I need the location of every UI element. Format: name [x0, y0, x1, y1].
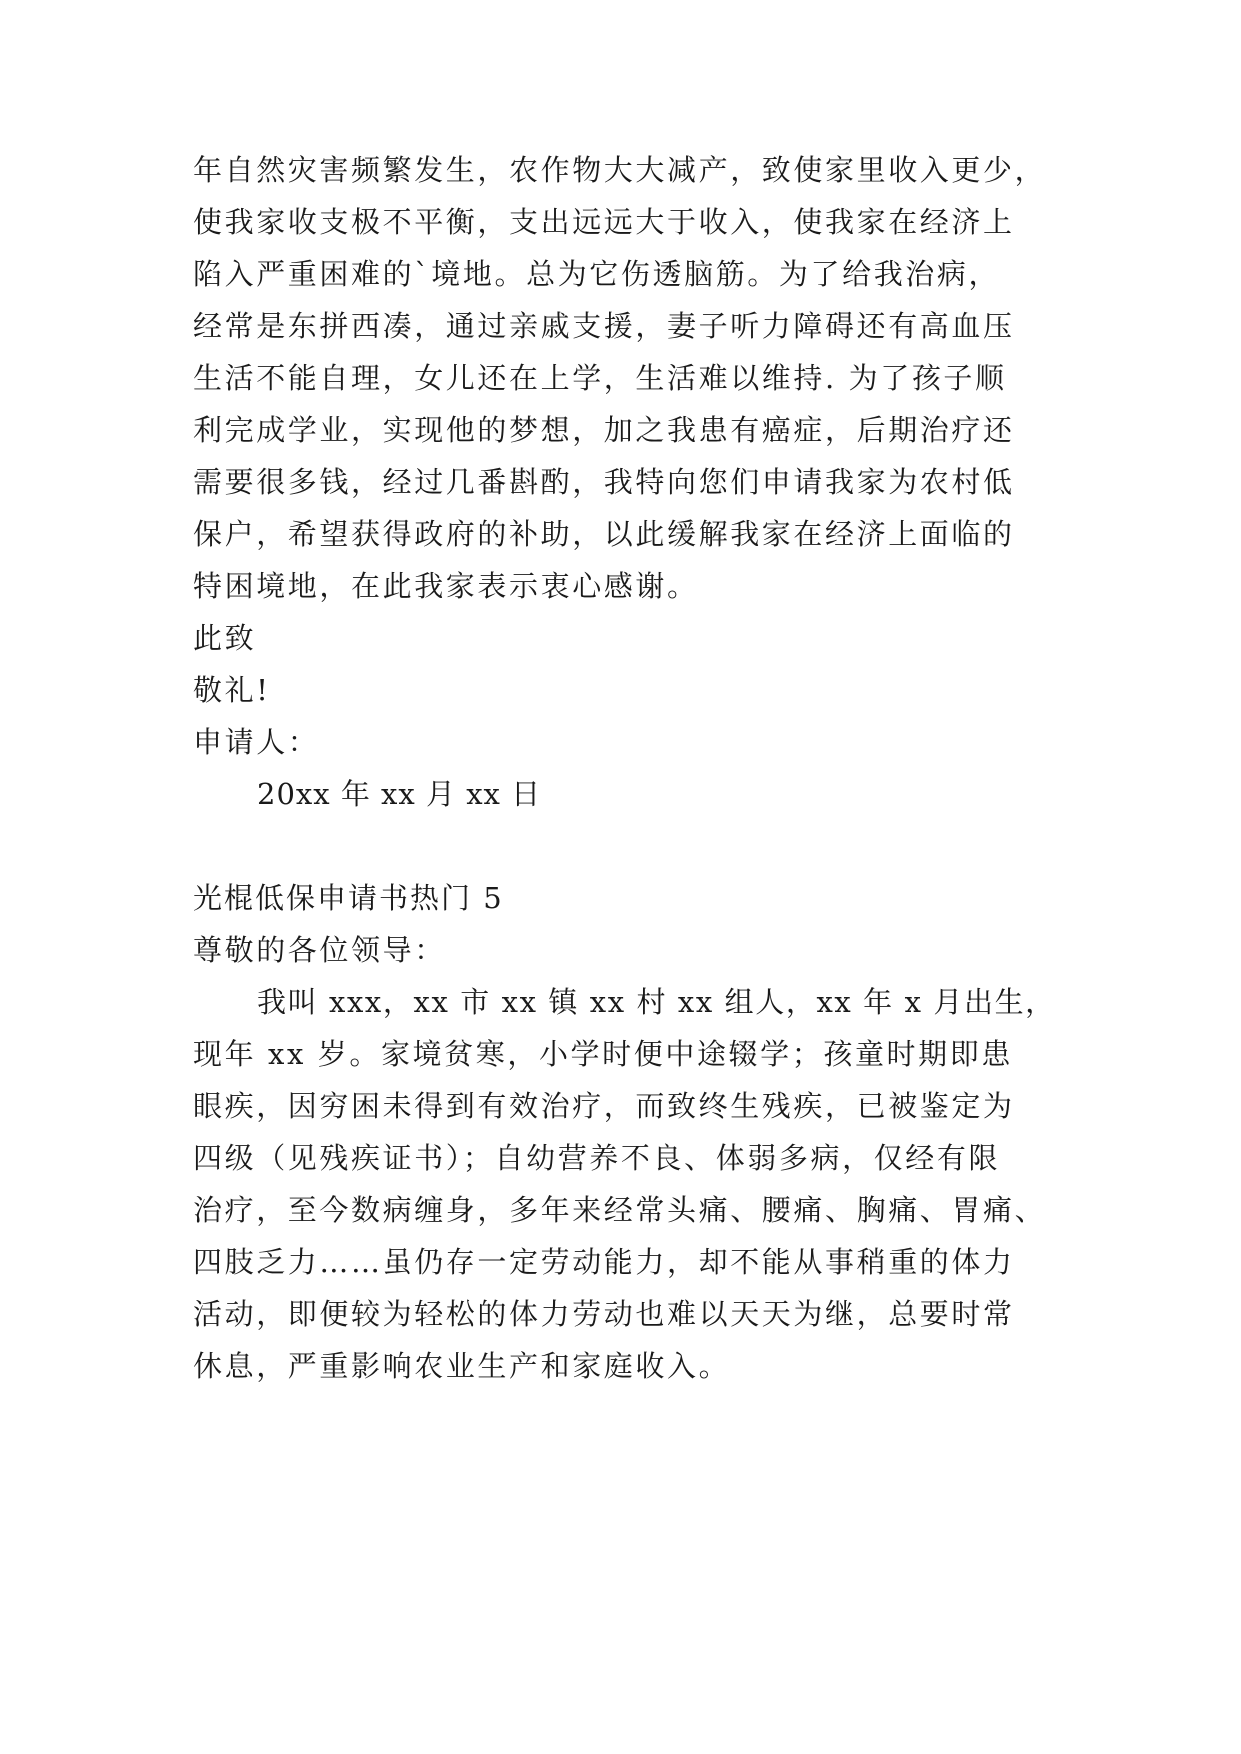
section-title: 光棍低保申请书热门 5 [193, 881, 504, 915]
date-line: 20xx 年 xx 月 xx 日 [257, 777, 542, 811]
paragraph-line: 保户，希望获得政府的补助，以此缓解我家在经济上面临的 [193, 517, 1015, 551]
paragraph-line: 年自然灾害频繁发生，农作物大大减产，致使家里收入更少， [193, 153, 1047, 187]
paragraph-line: 眼疾，因穷困未得到有效治疗，而致终生残疾，已被鉴定为 [193, 1089, 1015, 1123]
paragraph-line: 经常是东拼西凑，通过亲戚支援，妻子听力障碍还有高血压 [193, 309, 1015, 343]
paragraph-line: 治疗，至今数病缠身，多年来经常头痛、腰痛、胸痛、胃痛、 [193, 1193, 1047, 1227]
paragraph-line: 活动，即便较为轻松的体力劳动也难以天天为继，总要时常 [193, 1297, 1015, 1331]
greeting-text: 尊敬的各位领导： [193, 933, 446, 967]
paragraph-line: 使我家收支极不平衡，支出远远大于收入，使我家在经济上 [193, 205, 1015, 239]
paragraph-line: 四肢乏力……虽仍存一定劳动能力，却不能从事稍重的体力 [193, 1245, 1015, 1279]
applicant-label: 申请人： [193, 725, 320, 759]
paragraph-line: 四级（见残疾证书）；自幼营养不良、体弱多病，仅经有限 [193, 1141, 1001, 1175]
paragraph-line: 我叫 xxx，xx 市 xx 镇 xx 村 xx 组人，xx 年 x 月出生， [257, 985, 1056, 1019]
paragraph-line: 现年 xx 岁。家境贫寒，小学时便中途辍学；孩童时期即患 [193, 1037, 1013, 1071]
closing-text: 此致 [193, 621, 257, 655]
paragraph-line: 陷入严重困难的`境地。总为它伤透脑筋。为了给我治病， [193, 257, 1001, 291]
paragraph-line: 特困境地，在此我家表示衷心感谢。 [193, 569, 699, 603]
salutation-text: 敬礼! [193, 673, 271, 707]
paragraph-line: 休息，严重影响农业生产和家庭收入。 [193, 1349, 731, 1383]
paragraph-line: 利完成学业，实现他的梦想，加之我患有癌症，后期治疗还 [193, 413, 1015, 447]
paragraph-line: 生活不能自理，女儿还在上学，生活难以维持. 为了孩子顺 [193, 361, 1007, 395]
paragraph-line: 需要很多钱，经过几番斟酌，我特向您们申请我家为农村低 [193, 465, 1015, 499]
